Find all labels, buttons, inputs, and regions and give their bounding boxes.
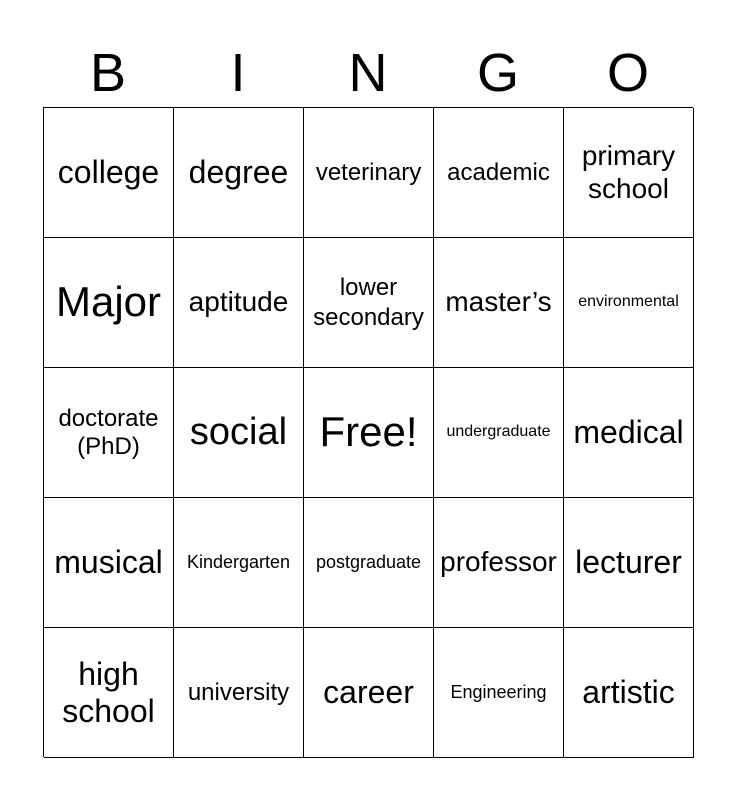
- bingo-board: [43, 107, 693, 757]
- bingo-cell-r2c1[interactable]: Major: [44, 238, 174, 368]
- bingo-cell-r1c3[interactable]: veterinary: [304, 108, 434, 238]
- bingo-cell-free[interactable]: Free!: [304, 368, 434, 498]
- bingo-cell-r4c5[interactable]: lecturer: [564, 498, 694, 628]
- bingo-cell-r5c1[interactable]: high school: [44, 628, 174, 758]
- bingo-cell-r3c2[interactable]: social: [174, 368, 304, 498]
- bingo-cell-r4c2[interactable]: Kindergarten: [174, 498, 304, 628]
- bingo-cell-r2c4[interactable]: master’s: [434, 238, 564, 368]
- bingo-cell-r5c4[interactable]: Engineering: [434, 628, 564, 758]
- header-letter-n: N: [348, 43, 388, 103]
- header-letter-i: I: [230, 43, 246, 103]
- bingo-cell-r4c1[interactable]: musical: [44, 498, 174, 628]
- bingo-cell-r4c3[interactable]: postgraduate: [304, 498, 434, 628]
- bingo-header: [43, 40, 693, 106]
- bingo-cell-r1c4[interactable]: academic: [434, 108, 564, 238]
- bingo-cell-r3c5[interactable]: medical: [564, 368, 694, 498]
- bingo-cell-r5c2[interactable]: university: [174, 628, 304, 758]
- bingo-cell-r2c2[interactable]: aptitude: [174, 238, 304, 368]
- bingo-cell-r2c5[interactable]: environmental: [564, 238, 694, 368]
- bingo-cell-r1c5[interactable]: primary school: [564, 108, 694, 238]
- header-letter-o: O: [606, 43, 649, 103]
- bingo-cell-r2c3[interactable]: lower secondary: [304, 238, 434, 368]
- bingo-cell-r5c5[interactable]: artistic: [564, 628, 694, 758]
- bingo-cell-r3c1[interactable]: doctorate (PhD): [44, 368, 174, 498]
- bingo-cell-r1c2[interactable]: degree: [174, 108, 304, 238]
- bingo-cell-r4c4[interactable]: professor: [434, 498, 564, 628]
- header-letter-b: B: [89, 43, 127, 103]
- header-letter-g: G: [476, 43, 519, 103]
- bingo-cell-r1c1[interactable]: college: [44, 108, 174, 238]
- bingo-cell-r5c3[interactable]: career: [304, 628, 434, 758]
- bingo-cell-r3c4[interactable]: undergraduate: [434, 368, 564, 498]
